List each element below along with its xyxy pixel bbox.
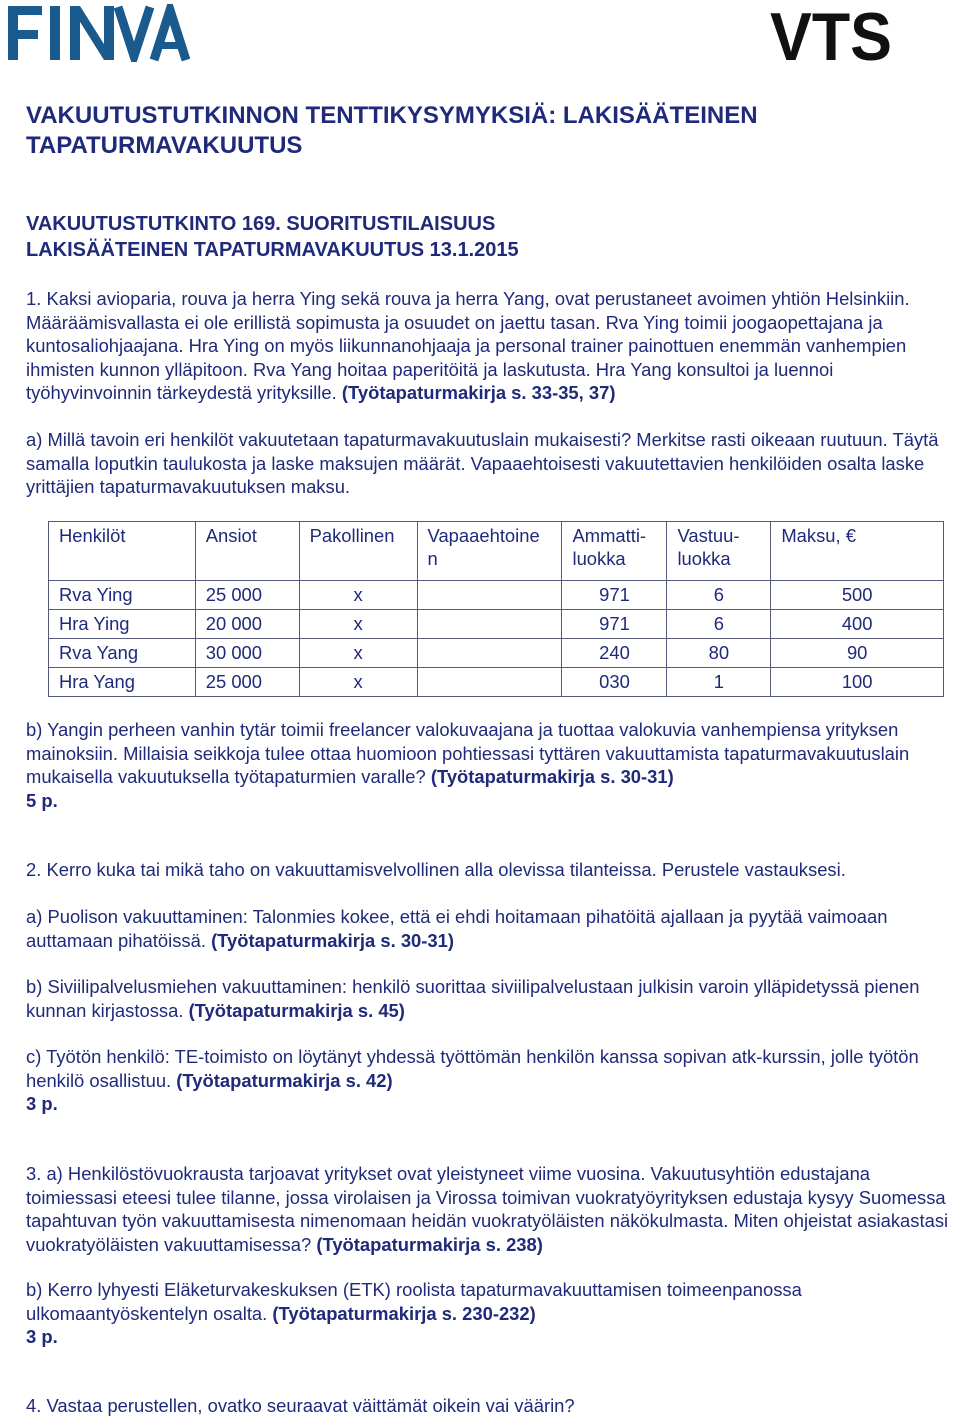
q2-a-text: a) Puolison vakuuttaminen: Talonmies kokee, että ei ehdi hoitamaan pihatöitä ajallaan ja pyytää vaimoaan auttamaan pihatöissä.	[26, 906, 888, 951]
q1-points: 5 p.	[26, 789, 58, 811]
cell-maksu: 90	[771, 639, 944, 668]
cell-vastuuluokka: 6	[667, 610, 771, 639]
cell-pakollinen: x	[299, 581, 417, 610]
q1-intro-text: 1. Kaksi avioparia, rouva ja herra Ying sekä rouva ja herra Yang, ovat perustaneet avoimen yhtiön Helsinkiin. Määräämisvallasta ei ole erillistä sopimusta ja osuudet on jaettu tasan. Rva Ying toimii joogaopettajana ja kuntosaliohjaajana. Hra Ying on myös liikunnanohjaaja ja personal trainer painottuen enemmän vanhempien ihmisten kunnon ylläpitoon. Rva Yang hoitaa paperitöitä ja laskutusta. Hra Yang konsultoi ja luennoi työhyvinvoinnin tärkeydestä yrityksille.	[26, 288, 910, 403]
cell-vapaaehtoinen	[417, 581, 562, 610]
q1-intro-ref: (Työtapaturmakirja s. 33-35, 37)	[341, 382, 616, 403]
header-vapaaehtoinen: Vapaaehtoine n	[417, 522, 562, 581]
title-line-1: VAKUUTUSTUTKINNON TENTTIKYSYMYKSIÄ: LAKISÄÄTEINEN	[26, 102, 758, 129]
exam-subtitle	[26, 211, 926, 263]
header-maksu: Maksu, €	[771, 522, 944, 581]
q1-b-text: b) Yangin perheen vanhin tytär toimii freelancer valokuvaajana ja tuottaa valokuvia vanhempiensa yrityksen mainoksiin. Millaisia seikkoja tulee ottaa huomioon pohtiessasi tyttären vakuuttamista tapaturmavakuutuslain mukaisella vakuutuksella työtapaturmien varalle?	[26, 719, 910, 787]
cell-ammattiluokka: 971	[562, 610, 667, 639]
q2-a	[26, 905, 926, 952]
document-title	[26, 101, 926, 161]
finva-logo	[6, 4, 190, 62]
q1-b-ref: (Työtapaturmakirja s. 30-31)	[430, 766, 674, 787]
cell-ansiot: 20 000	[195, 610, 299, 639]
subtitle-line-2: LAKISÄÄTEINEN TAPATURMAVAKUUTUS 13.1.2015	[26, 239, 519, 261]
cell-ammattiluokka: 030	[562, 668, 667, 697]
cell-vastuuluokka: 6	[667, 581, 771, 610]
q1-b	[26, 718, 956, 812]
cell-henkilo: Hra Ying	[49, 610, 196, 639]
cell-henkilo: Rva Yang	[49, 639, 196, 668]
svg-text:VTS: VTS	[770, 4, 892, 64]
cell-pakollinen: x	[299, 610, 417, 639]
cell-ammattiluokka: 971	[562, 581, 667, 610]
header-ammattiluokka: Ammatti- luokka	[562, 522, 667, 581]
q2-b-ref: (Työtapaturmakirja s. 45)	[188, 999, 405, 1021]
table-row	[49, 668, 944, 697]
table-header-row	[49, 522, 944, 581]
q3-a-text: 3. a) Henkilöstövuokrausta tarjoavat yritykset ovat yleistyneet viime vuosina. Vakuutusyhtiön edustajana toimiessasi eteesi tulee tilanne, jossa virolaisen ja Virossa toimivan vuokratyöyrityksen edustaja kysyy Suomessa tapahtuvan työn vakuuttamisesta nimenomaan heidän vuokratyöläisten näkökulmasta. Miten ohjeistat asiakastasi vuokratyöläisten vakuuttamisessa?	[26, 1163, 949, 1255]
cell-ansiot: 30 000	[195, 639, 299, 668]
q3-b-ref: (Työtapaturmakirja s. 230-232)	[272, 1302, 536, 1324]
q3-a-ref: (Työtapaturmakirja s. 238)	[316, 1233, 543, 1255]
cell-vastuuluokka: 1	[667, 668, 771, 697]
q1-a	[26, 428, 956, 499]
q3-b-text: b) Kerro lyhyesti Eläketurvakeskuksen (ETK) roolista tapaturmavakuuttamisen toimeenpanossa ulkomaantyöskentelyn osalta.	[26, 1279, 802, 1324]
cell-vapaaehtoinen	[417, 639, 562, 668]
insurance-table	[48, 521, 944, 697]
cell-ansiot: 25 000	[195, 668, 299, 697]
vts-logo	[770, 4, 894, 64]
header-vastuuluokka: Vastuu- luokka	[667, 522, 771, 581]
cell-maksu: 100	[771, 668, 944, 697]
title-line-2: TAPATURMAVAKUUTUS	[26, 132, 303, 159]
table-row	[49, 610, 944, 639]
header-pakollinen: Pakollinen	[299, 522, 417, 581]
table-row	[49, 639, 944, 668]
q2-c-ref: (Työtapaturmakirja s. 42)	[176, 1069, 393, 1091]
cell-pakollinen: x	[299, 639, 417, 668]
q2-intro	[26, 858, 956, 882]
q2-intro-text: 2. Kerro kuka tai mikä taho on vakuuttamisvelvollinen alla olevissa tilanteissa. Perustele vastauksesi.	[26, 859, 846, 880]
q2-c-text: c) Työtön henkilö: TE-toimisto on löytänyt yhdessä työttömän henkilön kanssa sopivan atk-kurssin, jolle työtön henkilö osallistuu.	[26, 1046, 919, 1091]
q3-points: 3 p.	[26, 1326, 58, 1347]
cell-henkilo: Rva Ying	[49, 581, 196, 610]
cell-henkilo: Hra Yang	[49, 668, 196, 697]
cell-vapaaehtoinen	[417, 668, 562, 697]
q4-intro	[26, 1394, 956, 1418]
q1-intro	[26, 287, 956, 405]
q4-intro-text: 4. Vastaa perustellen, ovatko seuraavat väittämät oikein vai väärin?	[26, 1395, 575, 1416]
q2-b-text: b) Siviilipalvelusmiehen vakuuttaminen: henkilö suorittaa siviilipalvelustaan julkisin varoin ylläpidetyssä pienen kunnan kirjastossa.	[26, 976, 920, 1021]
q3-a	[26, 1162, 956, 1256]
q3-b	[26, 1278, 926, 1349]
header-henkilot: Henkilöt	[49, 522, 196, 581]
cell-ansiot: 25 000	[195, 581, 299, 610]
q2-a-ref: (Työtapaturmakirja s. 30-31)	[211, 929, 454, 951]
subtitle-line-1: VAKUUTUSTUTKINTO 169. SUORITUSTILAISUUS	[26, 213, 496, 235]
q2-points: 3 p.	[26, 1093, 58, 1114]
cell-ammattiluokka: 240	[562, 639, 667, 668]
q2-c	[26, 1045, 956, 1116]
cell-vastuuluokka: 80	[667, 639, 771, 668]
cell-pakollinen: x	[299, 668, 417, 697]
cell-maksu: 500	[771, 581, 944, 610]
q1-a-text: a) Millä tavoin eri henkilöt vakuutetaan tapaturmavakuutuslain mukaisesti? Merkitse rasti oikeaan ruutuun. Täytä samalla loputkin taulukosta ja laske maksujen määrät. Vapaaehtoisesti vakuutettavien henkilöiden osalta laske yrittäjien tapaturmavakuutuksen maksu.	[26, 429, 939, 497]
cell-vapaaehtoinen	[417, 610, 562, 639]
header-ansiot: Ansiot	[195, 522, 299, 581]
table-row	[49, 581, 944, 610]
cell-maksu: 400	[771, 610, 944, 639]
q2-b	[26, 975, 956, 1022]
